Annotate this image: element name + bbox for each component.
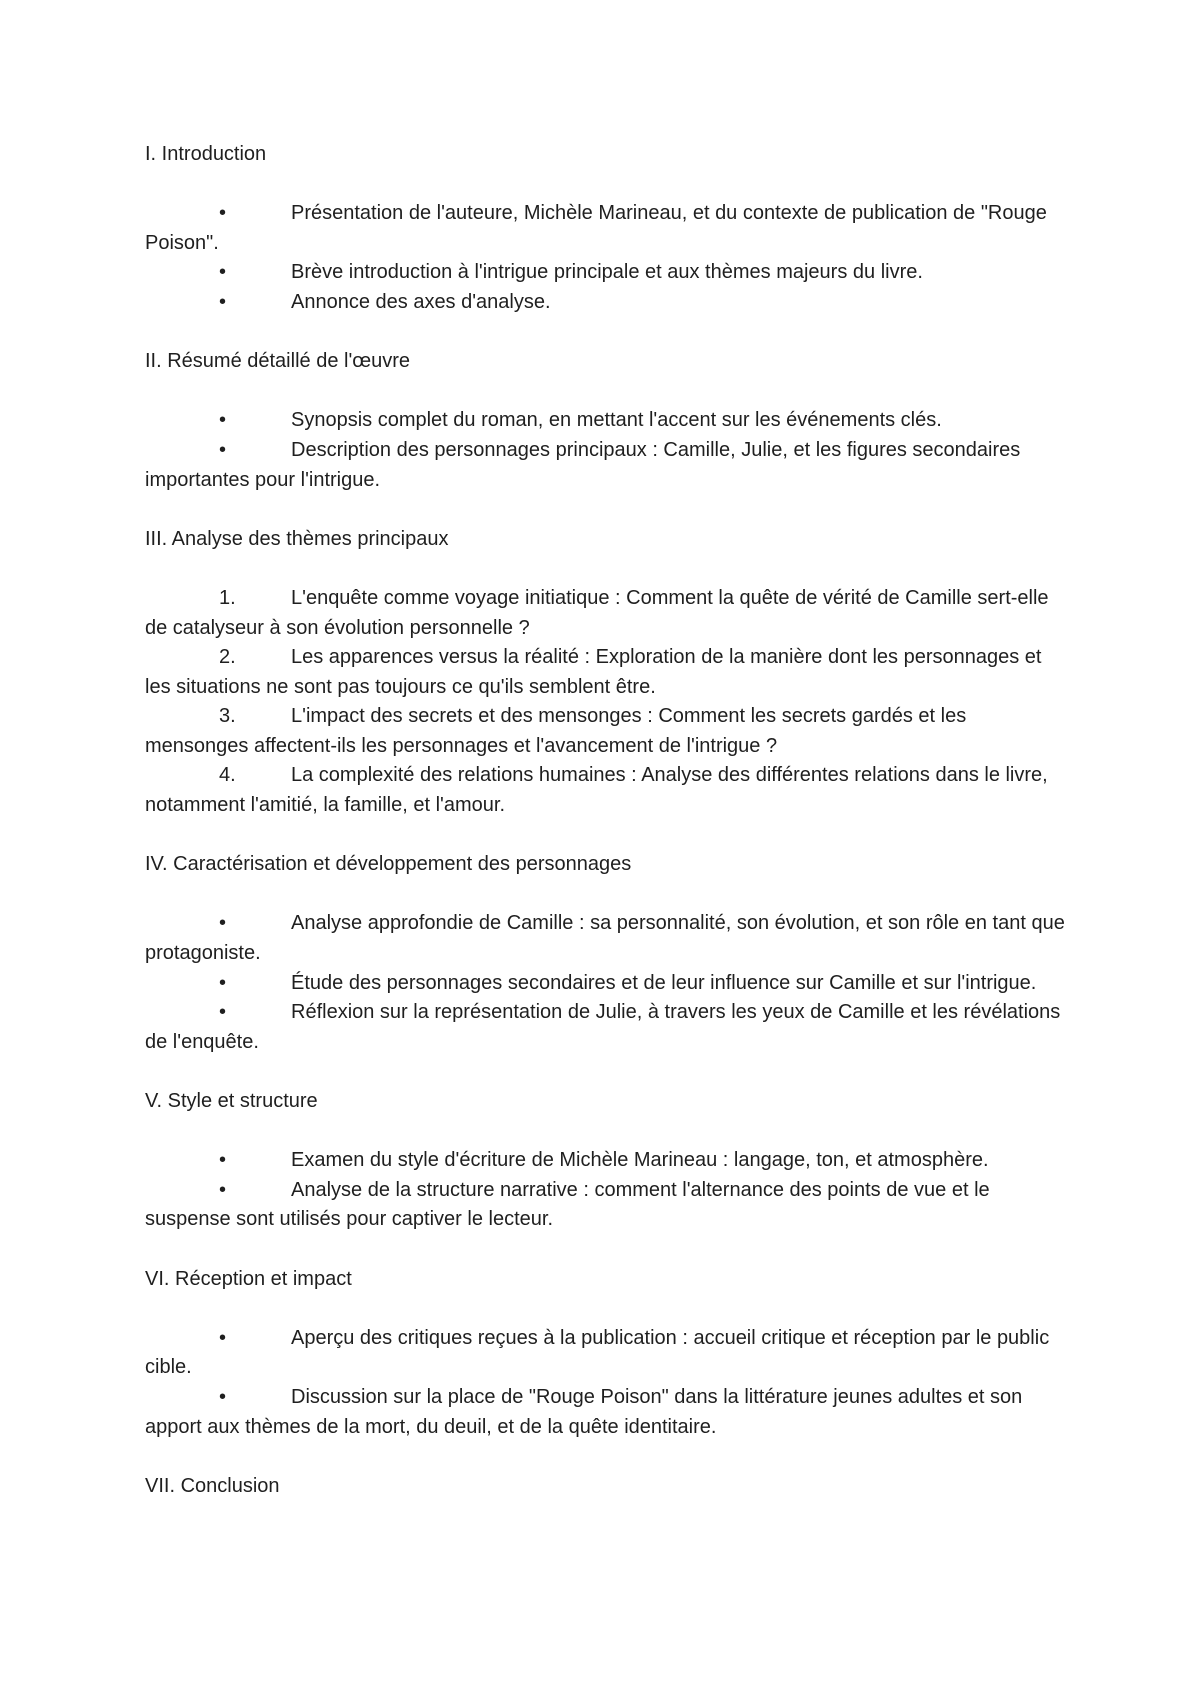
list-item-text: L'enquête comme voyage initiatique : Comment la quête de vérité de Camille sert-elle de catalyseur à son évolution personnelle ? <box>145 586 1049 639</box>
list-item-text: Aperçu des critiques reçues à la publication : accueil critique et réception par le public cible. <box>145 1326 1050 1379</box>
section-style <box>145 1087 1065 1235</box>
section-heading: V. Style et structure <box>145 1090 318 1112</box>
document-page <box>145 140 1065 1531</box>
list-item <box>145 436 1065 495</box>
list-item <box>145 288 1065 318</box>
numbered-list <box>145 584 1065 821</box>
bullet-list <box>145 1324 1065 1442</box>
number-marker: 3. <box>219 705 236 728</box>
list-item <box>145 199 1065 258</box>
list-item <box>145 1324 1065 1383</box>
bullet-marker: • <box>219 1149 227 1172</box>
list-item-text: Analyse approfondie de Camille : sa personnalité, son évolution, et son rôle en tant que protagoniste. <box>145 912 1065 965</box>
bullet-marker: • <box>219 290 227 313</box>
section-introduction <box>145 140 1065 318</box>
bullet-list <box>145 909 1065 1057</box>
bullet-marker: • <box>219 1326 227 1349</box>
section-heading: III. Analyse des thèmes principaux <box>145 527 449 550</box>
list-item <box>145 1383 1065 1442</box>
section-conclusion <box>145 1472 1065 1502</box>
list-item-text: Discussion sur la place de "Rouge Poison" dans la littérature jeunes adultes et son apport aux thèmes de la mort, du deuil, et de la quête identitaire. <box>145 1385 1023 1438</box>
list-item-text: Présentation de l'auteure, Michèle Marineau, et du contexte de publication de "Rouge Poison". <box>145 202 1047 254</box>
bullet-list <box>145 1146 1065 1235</box>
list-item <box>145 258 1065 288</box>
list-item-text: Synopsis complet du roman, en mettant l'accent sur les événements clés. <box>291 409 942 432</box>
section-heading: VI. Réception et impact <box>145 1267 352 1290</box>
list-item-text: Les apparences versus la réalité : Exploration de la manière dont les personnages et les situations ne sont pas toujours ce qu'ils semblent être. <box>145 646 1042 698</box>
bullet-marker: • <box>219 409 227 432</box>
list-item <box>145 998 1065 1057</box>
list-item-text: L'impact des secrets et des mensonges : Comment les secrets gardés et les mensonges affectent-ils les personnages et l'avancement de l'intrigue ? <box>145 705 967 757</box>
bullet-marker: • <box>219 1001 227 1024</box>
bullet-marker: • <box>219 438 227 461</box>
list-item <box>145 406 1065 436</box>
list-item <box>145 761 1065 820</box>
list-item-text: Annonce des axes d'analyse. <box>291 290 551 313</box>
bullet-list <box>145 199 1065 317</box>
list-item <box>145 969 1065 999</box>
list-item <box>145 1176 1065 1235</box>
list-item <box>145 643 1065 702</box>
list-item <box>145 584 1065 643</box>
bullet-list <box>145 406 1065 495</box>
section-heading: I. Introduction <box>145 143 267 165</box>
list-item <box>145 1146 1065 1176</box>
list-item-text: La complexité des relations humaines : Analyse des différentes relations dans le livre, notamment l'amitié, la famille, et l'amour. <box>145 764 1048 817</box>
bullet-marker: • <box>219 1178 227 1201</box>
list-item-text: Analyse de la structure narrative : comment l'alternance des points de vue et le suspense sont utilisés pour captiver le lecteur. <box>145 1178 990 1231</box>
section-heading: II. Résumé détaillé de l'œuvre <box>145 350 411 373</box>
section-resume <box>145 347 1065 495</box>
section-heading: VII. Conclusion <box>145 1474 280 1497</box>
bullet-marker: • <box>219 1385 227 1408</box>
section-reception <box>145 1265 1065 1443</box>
list-item-text: Réflexion sur la représentation de Julie, à travers les yeux de Camille et les révélations de l'enquête. <box>145 1001 1061 1053</box>
bullet-marker: • <box>219 202 227 225</box>
number-marker: 1. <box>219 586 236 609</box>
list-item-text: Brève introduction à l'intrigue principale et aux thèmes majeurs du livre. <box>291 261 923 284</box>
list-item <box>145 702 1065 761</box>
list-item <box>145 909 1065 968</box>
list-item-text: Examen du style d'écriture de Michèle Marineau : langage, ton, et atmosphère. <box>291 1149 989 1172</box>
bullet-marker: • <box>219 971 227 994</box>
section-heading: IV. Caractérisation et développement des personnages <box>145 853 632 876</box>
section-characters <box>145 850 1065 1057</box>
list-item-text: Description des personnages principaux : Camille, Julie, et les figures secondaires importantes pour l'intrigue. <box>145 438 1021 491</box>
bullet-marker: • <box>219 912 227 935</box>
list-item-text: Étude des personnages secondaires et de leur influence sur Camille et sur l'intrigue. <box>291 971 1037 994</box>
section-themes <box>145 525 1065 821</box>
number-marker: 4. <box>219 764 236 787</box>
number-marker: 2. <box>219 646 236 669</box>
bullet-marker: • <box>219 261 227 284</box>
